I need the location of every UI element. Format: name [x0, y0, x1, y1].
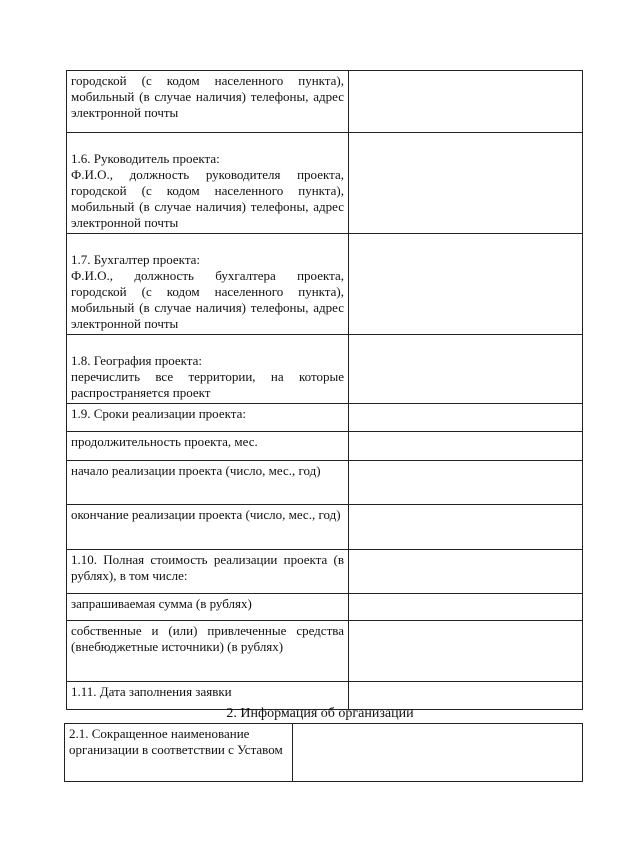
short-org-name-value[interactable] — [293, 724, 583, 782]
row-label — [67, 234, 349, 335]
table-row — [67, 550, 583, 594]
short-org-name-label: 2.1. Сокращенное наименование организации в соответствии с Уставом — [69, 726, 283, 757]
application-date-label: 1.11. Дата заполнения заявки — [71, 684, 232, 699]
project-info-table — [66, 70, 583, 710]
total-cost-value[interactable] — [349, 550, 583, 594]
table-row — [67, 234, 583, 335]
row-label — [67, 432, 349, 461]
project-geography-value[interactable] — [349, 335, 583, 404]
table-row — [67, 71, 583, 133]
contact-phones-label: городской (с кодом населенного пункта), мобильный (в случае наличия) телефоны, адрес электронной почты — [71, 73, 344, 120]
row-label — [67, 404, 349, 432]
project-start-value[interactable] — [349, 461, 583, 505]
table-row — [67, 461, 583, 505]
row-label — [65, 724, 293, 782]
project-timeline-value[interactable] — [349, 404, 583, 432]
table-row — [67, 594, 583, 621]
requested-amount-label: запрашиваемая сумма (в рублях) — [71, 596, 252, 611]
row-label — [67, 71, 349, 133]
project-accountant-value[interactable] — [349, 234, 583, 335]
row-label — [67, 335, 349, 404]
project-end-label: окончание реализации проекта (число, мес., год) — [71, 507, 341, 522]
row-label — [67, 461, 349, 505]
project-duration-value[interactable] — [349, 432, 583, 461]
row-label — [67, 133, 349, 234]
table-row — [67, 335, 583, 404]
project-duration-label: продолжительность проекта, мес. — [71, 434, 258, 449]
row-label — [67, 505, 349, 550]
contact-phones-value[interactable] — [349, 71, 583, 133]
project-timeline-label: 1.9. Сроки реализации проекта: — [71, 406, 246, 421]
project-end-value[interactable] — [349, 505, 583, 550]
table-row — [67, 505, 583, 550]
table-row — [65, 724, 583, 782]
row-label — [67, 594, 349, 621]
total-cost-label: 1.10. Полная стоимость реализации проекта (в рублях), в том числе: — [71, 552, 344, 583]
row-label — [67, 621, 349, 682]
requested-amount-value[interactable] — [349, 594, 583, 621]
project-geography-label: 1.8. География проекта: перечислить все территории, на которые распространяется проект — [71, 353, 344, 400]
own-funds-value[interactable] — [349, 621, 583, 682]
section-heading: 2. Информация об организации — [226, 706, 414, 721]
project-manager-value[interactable] — [349, 133, 583, 234]
table-row — [67, 404, 583, 432]
project-manager-label: 1.6. Руководитель проекта: Ф.И.О., должность руководителя проекта, городской (с кодом населенного пункта), мобильный (в случае наличия) телефоны, адрес электронной почты — [71, 151, 344, 230]
table-row — [67, 621, 583, 682]
table-row — [67, 432, 583, 461]
row-label — [67, 550, 349, 594]
project-start-label: начало реализации проекта (число, мес., год) — [71, 463, 321, 478]
own-funds-label: собственные и (или) привлеченные средства (внебюджетные источники) (в рублях) — [71, 623, 344, 654]
table-row — [67, 133, 583, 234]
project-accountant-label: 1.7. Бухгалтер проекта: Ф.И.О., должность бухгалтера проекта, городской (с кодом населенного пункта), мобильный (в случае наличия) телефоны, адрес электронной почты — [71, 252, 344, 331]
organization-info-table — [64, 723, 583, 782]
